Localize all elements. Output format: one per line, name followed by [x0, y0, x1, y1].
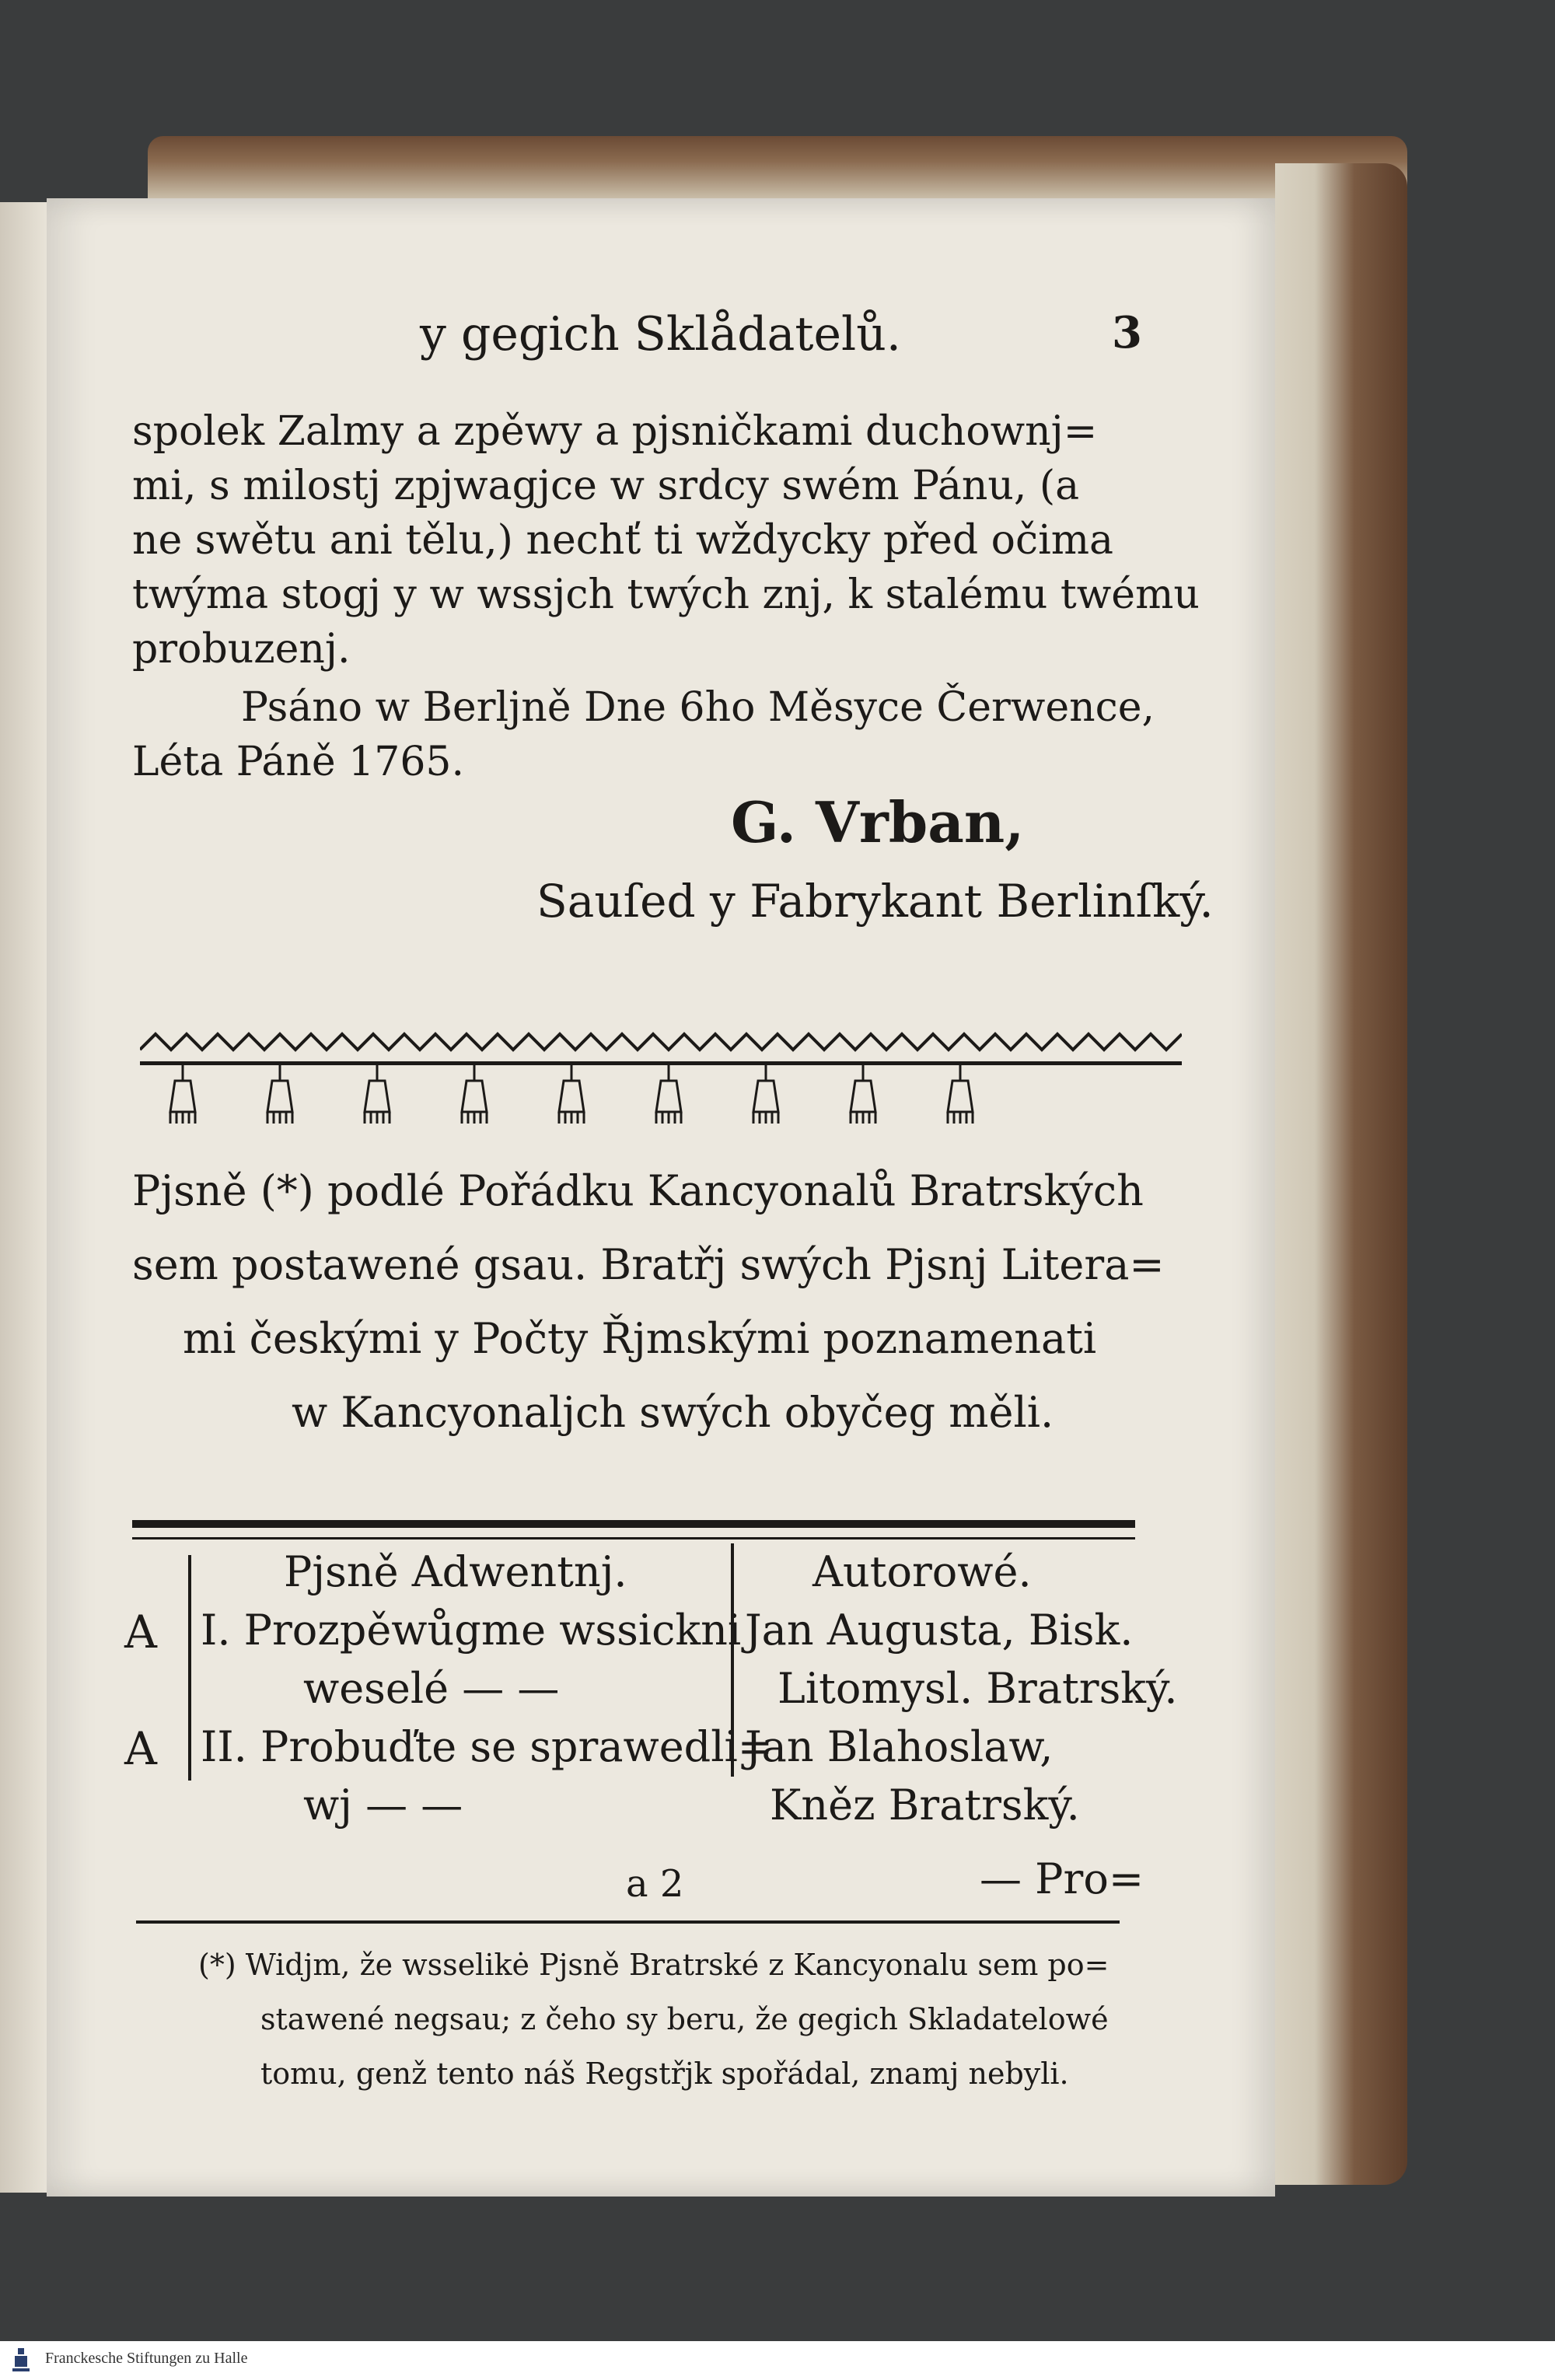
ornament-band	[140, 1026, 1182, 1057]
table-row-mark: A	[124, 1722, 157, 1775]
signature-name: G. Vrban,	[731, 789, 1025, 855]
book-right-edge	[1275, 163, 1407, 2185]
table-hymn: weselé — —	[303, 1664, 560, 1713]
table-rule-thin	[132, 1537, 1135, 1539]
tassel-icon	[556, 1065, 587, 1127]
table-hymn: II. Probuďte se sprawedli=	[201, 1722, 774, 1771]
running-head: y gegich Sklådatelů.	[420, 307, 901, 362]
body-line: mi, s milostj zpjwagjce w srdcy swém Pánu, (a	[132, 463, 1080, 509]
table-author: Kněz Bratrský.	[770, 1781, 1080, 1830]
tassel-icon	[653, 1065, 684, 1127]
tassel-icon	[362, 1065, 393, 1127]
book-top-edge	[148, 136, 1407, 198]
intro-line: w Kancyonaljch swých obyčeg měli.	[292, 1388, 1054, 1437]
tassel-icon	[459, 1065, 490, 1127]
body-line: spolek Zalmy a zpěwy a pjsničkami duchownj=	[132, 408, 1098, 455]
tassel-icon	[847, 1065, 879, 1127]
left-page-edge	[0, 202, 47, 2193]
body-line: twýma stogj y w wssjch twých znj, k stalému twému	[132, 571, 1200, 618]
table-hymn: I. Prozpěwůgme wssickni	[201, 1606, 742, 1655]
footnote-rule	[136, 1920, 1120, 1924]
intro-line: sem postawené gsau. Bratřj swých Pjsnj Litera=	[132, 1240, 1165, 1289]
tassel-icon	[945, 1065, 976, 1127]
body-line: ne swětu ani tělu,) nechť ti wždycky před očima	[132, 517, 1114, 564]
footnote-line: (*) Widjm, že wsselikė Pjsně Bratrské z Kancyonalu sem po=	[198, 1948, 1109, 1982]
table-author: Jan Augusta, Bisk.	[745, 1606, 1134, 1655]
ornament-pattern-icon	[140, 1026, 1182, 1057]
body-line: probuzenj.	[132, 626, 351, 673]
footer-label: Franckesche Stiftungen zu Halle	[45, 2350, 248, 2367]
table-author: Litomysl. Bratrský.	[778, 1664, 1178, 1713]
footnote-line: stawené negsau; z čeho sy beru, že gegich Skladatelowé	[260, 2002, 1109, 2036]
page-number: 3	[1112, 307, 1142, 358]
tassel-icon	[167, 1065, 198, 1127]
book-page	[47, 198, 1275, 2197]
tassel-icon	[750, 1065, 781, 1127]
table-row-mark: A	[124, 1606, 157, 1658]
table-rule-thick	[132, 1520, 1135, 1528]
signature-role: Sauſed y Fabrykant Berlinſký.	[536, 875, 1214, 928]
table-column-rule	[188, 1555, 191, 1781]
catchword: — Pro=	[980, 1854, 1144, 1903]
intro-line: mi českými y Počty Řjmskými poznamenati	[183, 1314, 1097, 1363]
body-line: Psáno w Berljně Dne 6ho Měsyce Čerwence,	[241, 684, 1155, 731]
body-line: Léta Páně 1765.	[132, 739, 465, 785]
institution-logo-icon	[11, 2347, 31, 2373]
table-header-authors: Autorowé.	[812, 1547, 1032, 1596]
table-header-hymns: Pjsně Adwentnj.	[284, 1547, 627, 1596]
signature-mark: a 2	[626, 1862, 684, 1906]
footnote-line: tomu, genž tento náš Regstřjk spořádal, znamj nebyli.	[260, 2057, 1069, 2091]
table-author: Jan Blahoslaw,	[745, 1722, 1054, 1771]
tassel-icon	[264, 1065, 295, 1127]
table-hymn: wj — —	[303, 1781, 463, 1830]
intro-line: Pjsně (*) podlé Pořádku Kancyonalů Bratrských	[132, 1166, 1144, 1215]
